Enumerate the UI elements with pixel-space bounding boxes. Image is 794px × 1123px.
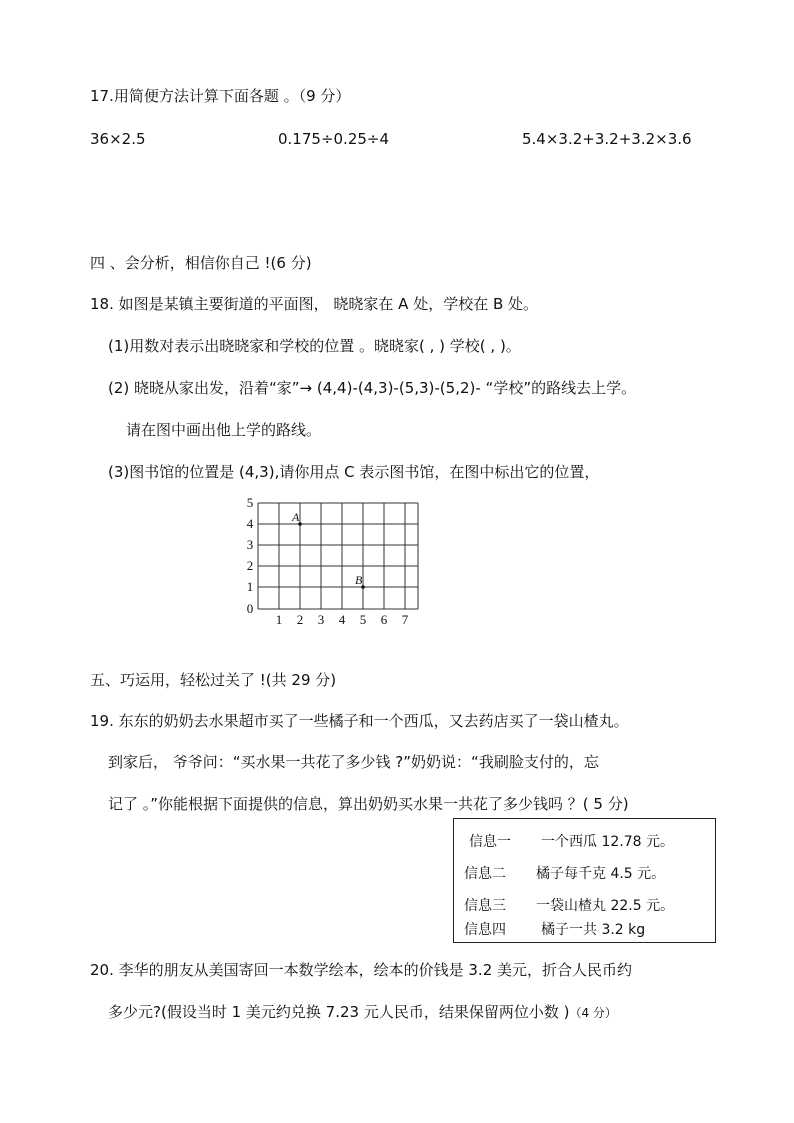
- info-1-text: 一个西瓜 12.78 元。: [541, 834, 674, 850]
- x-tick-label: 5: [359, 612, 367, 627]
- q20-score: （4 分）: [569, 1006, 617, 1020]
- info-4-label: 信息四: [464, 922, 506, 938]
- point-b-label: B: [355, 573, 363, 587]
- q18-part-1: (1)用数对表示出晓晓家和学校的位置 。晓晓家( , ) 学校( , )。: [108, 337, 521, 355]
- x-tick-label: 6: [380, 612, 388, 627]
- x-tick-label: 3: [317, 612, 325, 627]
- section-5-title: 五、巧运用，轻松过关了 !(共 29 分): [90, 671, 337, 689]
- q17-expression-3: 5.4×3.2+3.2+3.2×3.6: [522, 130, 692, 148]
- q17-title: 17.用简便方法计算下面各题 。（9 分）: [90, 87, 351, 105]
- y-tick-label: 1: [246, 579, 254, 594]
- q20-line-2: [108, 1002, 617, 1023]
- info-2-text: 橘子每千克 4.5 元。: [536, 866, 666, 882]
- info-box: [453, 818, 716, 943]
- y-tick-label: 2: [246, 558, 254, 573]
- q18-title: 18. 如图是某镇主要街道的平面图， 晓晓家在 A 处，学校在 B 处。: [90, 295, 539, 313]
- y-tick-label: 0: [246, 601, 254, 616]
- point-a-label: A: [292, 510, 300, 524]
- info-3-text: 一袋山楂丸 22.5 元。: [536, 898, 675, 914]
- x-tick-label: 4: [338, 612, 346, 627]
- y-tick-label: 5: [246, 495, 254, 510]
- q18-part-2-line-2: 请在图中画出他上学的路线。: [126, 421, 322, 439]
- info-3-label: 信息三: [464, 898, 506, 914]
- info-2-label: 信息二: [464, 866, 506, 882]
- coordinate-grid: [240, 493, 440, 628]
- y-tick-label: 4: [246, 516, 254, 531]
- section-4-title: 四 、会分析，相信你自己 !(6 分): [90, 254, 312, 272]
- q17-expression-2: 0.175÷0.25÷4: [278, 130, 390, 148]
- y-tick-label: 3: [246, 537, 254, 552]
- x-tick-label: 1: [275, 612, 283, 627]
- info-4-text: 橘子一共 3.2 kg: [541, 922, 646, 938]
- q18-part-2-line-1: (2) 晓晓从家出发，沿着“家”→ (4,4)-(4,3)-(5,3)-(5,2)- “学校”的路线去上学。: [108, 379, 637, 397]
- q19-line-1: 19. 东东的奶奶去水果超市买了一些橘子和一个西瓜，又去药店买了一袋山楂丸。: [90, 712, 629, 730]
- q20-line-1: 20. 李华的朋友从美国寄回一本数学绘本，绘本的价钱是 3.2 美元，折合人民币约: [90, 961, 633, 979]
- q18-part-3: (3)图书馆的位置是 (4,3),请你用点 C 表示图书馆，在图中标出它的位置，: [108, 463, 600, 481]
- info-1-label: 信息一: [469, 834, 511, 850]
- q19-line-2: 到家后， 爷爷问：“买水果一共花了多少钱 ?”奶奶说：“我刷脸支付的，忘: [108, 753, 599, 771]
- q20-line-2-text: 多少元?(假设当时 1 美元约兑换 7.23 元人民币，结果保留两位小数 ): [108, 1003, 570, 1021]
- q17-expression-1: 36×2.5: [90, 130, 146, 148]
- x-tick-label: 7: [401, 612, 409, 627]
- x-tick-label: 2: [296, 612, 304, 627]
- q19-line-3: 记了 。”你能根据下面提供的信息，算出奶奶买水果一共花了多少钱吗 ？( 5 分): [108, 795, 629, 813]
